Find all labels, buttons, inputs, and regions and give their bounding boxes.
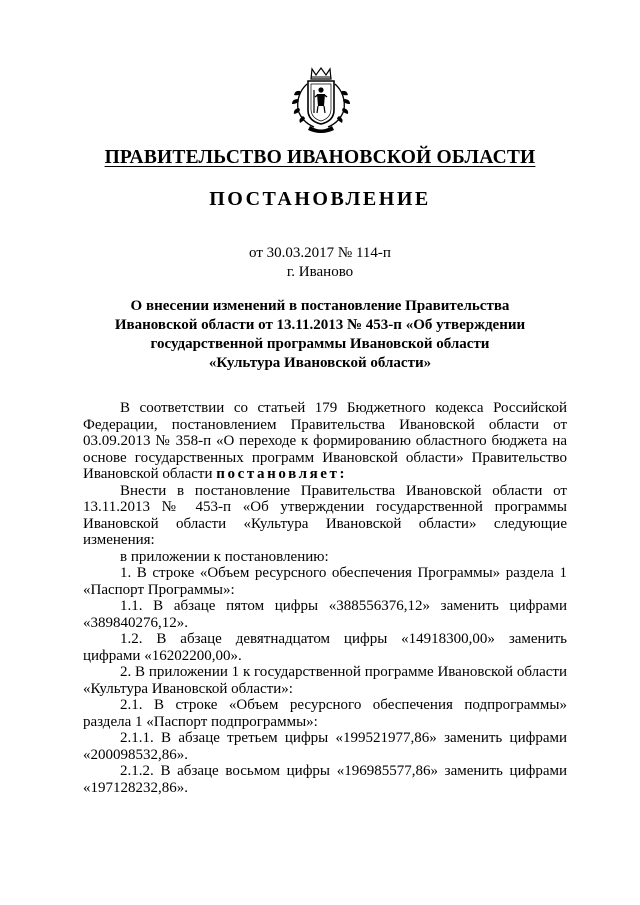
item-2-1-2-paragraph: 2.1.2. В абзаце восьмом цифры «196985577,86» заменить цифрами «197128232,86». xyxy=(83,763,567,796)
organization-title: ПРАВИТЕЛЬСТВО ИВАНОВСКОЙ ОБЛАСТИ xyxy=(104,147,536,168)
document-type-title: ПОСТАНОВЛЕНИЕ xyxy=(209,188,431,210)
item-1-2-paragraph: 1.2. В абзаце девятнадцатом цифры «14918300,00» заменить цифрами «16202200,00». xyxy=(83,631,567,664)
document-meta xyxy=(0,244,640,282)
intro-paragraph: Внести в постановление Правительства Ивановской области от 13.11.2013 № 453-п «Об утверждении государственной программы Ивановской области «Культура Ивановской области» следующие изменения: xyxy=(83,482,567,548)
ivanovo-coat-of-arms-icon xyxy=(290,66,352,134)
item-2-paragraph: 2. В приложении 1 к государственной программе Ивановской области «Культура Ивановской области»: xyxy=(83,664,567,697)
subject-line: «Культура Ивановской области» xyxy=(208,355,432,371)
preamble-paragraph: В соответствии со статьей 179 Бюджетного кодекса Российской Федерации, постановлением Правительства Ивановской области от 03.09.2013 № 358-п «О переходе к формированию областного бюджета на основе государственных программ Ивановской области» Правительство Ивановской области постановляет: xyxy=(83,400,567,482)
document-body xyxy=(83,400,567,796)
subject-line: государственной программы Ивановской области xyxy=(150,336,490,352)
item-2-1-paragraph: 2.1. В строке «Объем ресурсного обеспечения подпрограммы» раздела 1 «Паспорт подпрограммы»: xyxy=(83,697,567,730)
subject-line: О внесении изменений в постановление Правительства xyxy=(130,298,510,314)
document-city: г. Иваново xyxy=(286,264,354,280)
item-2-1-1-paragraph: 2.1.1. В абзаце третьем цифры «199521977,86» заменить цифрами «200098532,86». xyxy=(83,730,567,763)
document-date-number: от 30.03.2017 № 114-п xyxy=(249,245,391,261)
document-subject xyxy=(0,297,640,373)
annex-paragraph: в приложении к постановлению: xyxy=(120,548,329,565)
item-1-1-paragraph: 1.1. В абзаце пятом цифры «388556376,12» заменить цифрами «389840276,12». xyxy=(83,598,567,631)
item-1-paragraph: 1. В строке «Объем ресурсного обеспечения Программы» раздела 1 «Паспорт Программы»: xyxy=(83,565,567,598)
subject-line: Ивановской области от 13.11.2013 № 453-п «Об утверждении xyxy=(114,317,526,333)
resolves-word: постановляет xyxy=(216,466,340,482)
